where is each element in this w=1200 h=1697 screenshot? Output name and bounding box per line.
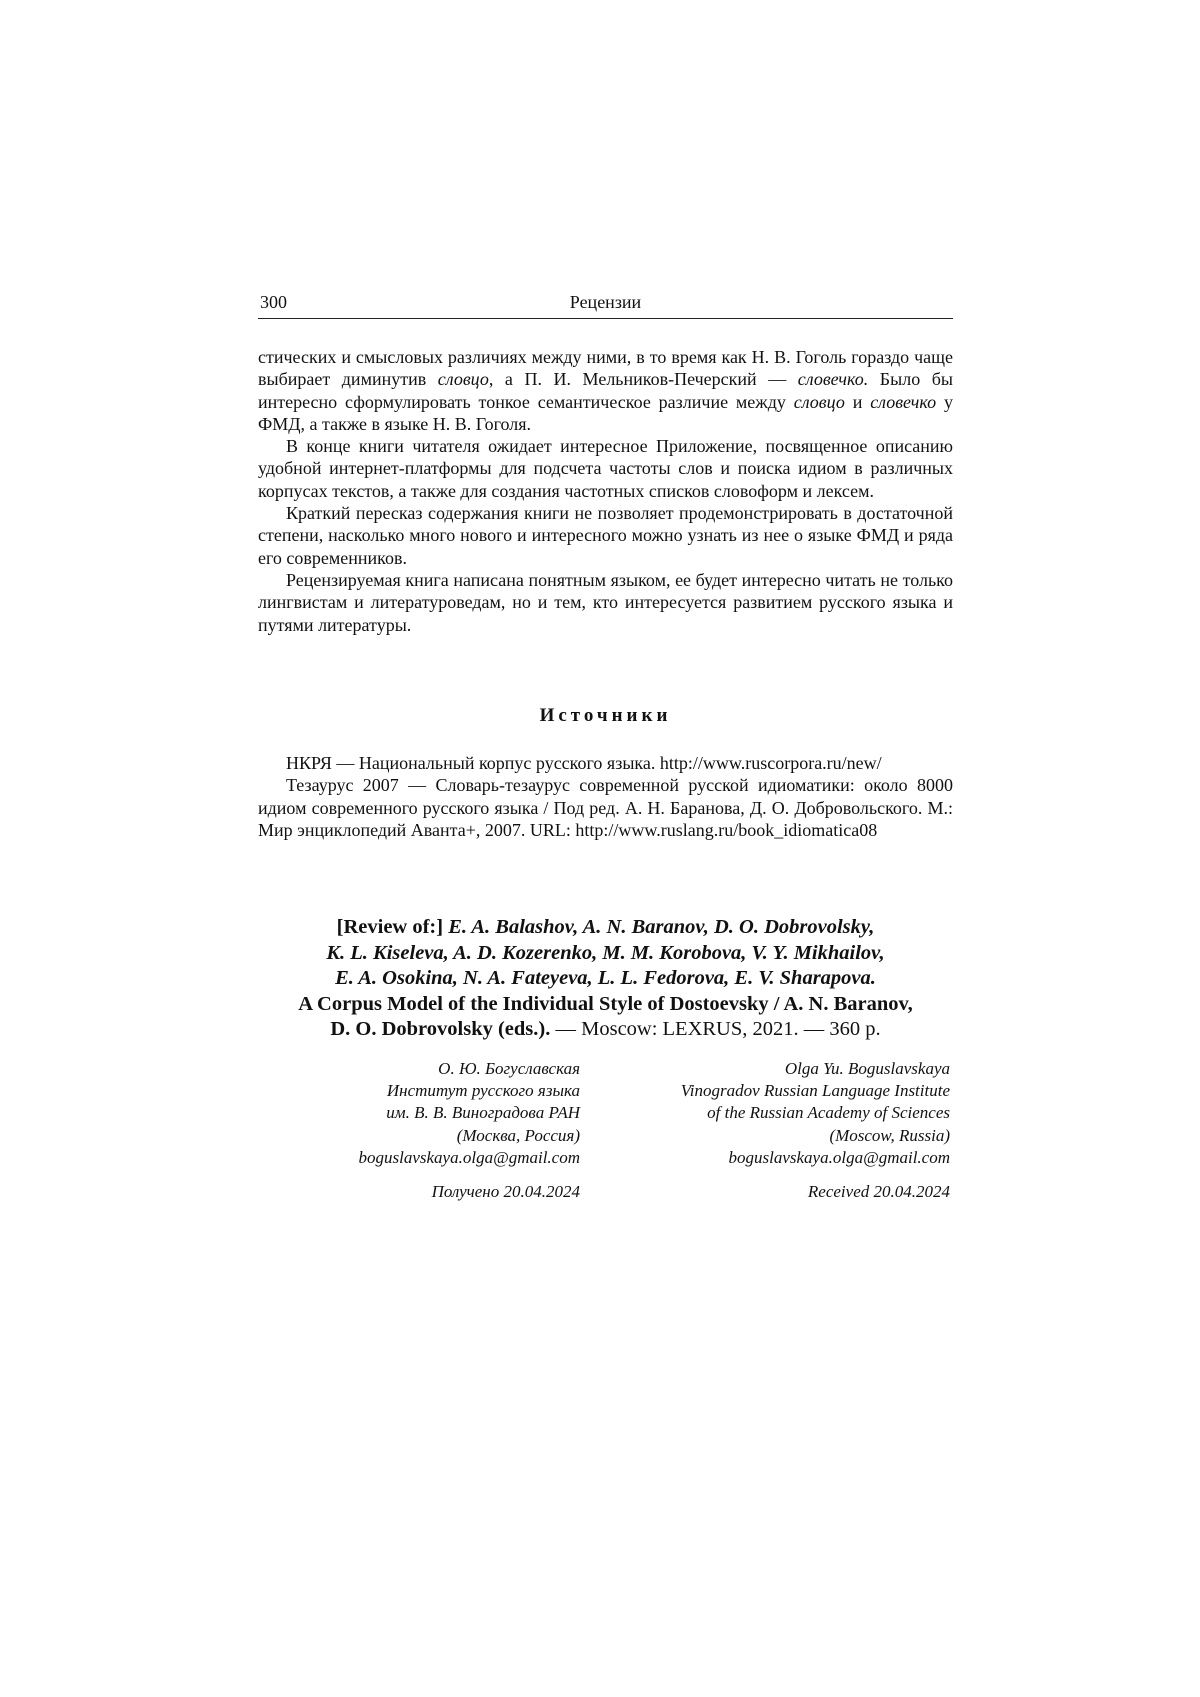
paragraph: стических и смысловых различиях между ними, в то время как Н. В. Гоголь гораздо чаще выбирает диминутив словцо, а П. И. Мельников-Печерский — словечко. Было бы интересно сформулировать тонкое семантическое различие между словцо и словечко у ФМД, а также в языке Н. В. Гоголя. — [258, 347, 953, 434]
italic-word: словцо — [793, 391, 845, 412]
book-title: A Corpus Model of the Individual Style of Dostoevsky / A. N. Baranov, — [298, 992, 913, 1015]
author-block-en — [580, 1058, 950, 1203]
received-date: Получено 20.04.2024 — [431, 1182, 580, 1202]
book-editors: D. O. Dobrovolsky (eds.). — [330, 1018, 551, 1040]
sources-list — [258, 752, 953, 841]
email: boguslavskaya.olga@gmail.com — [728, 1147, 950, 1167]
paragraph: Краткий пересказ содержания книги не позволяет продемонстрировать в достаточной степени, насколько много нового и интересного можно узнать из нее о языке ФМД и ряда его современников. — [258, 503, 953, 568]
sources-heading: Источники — [539, 705, 672, 726]
section-title: Рецензии — [569, 292, 642, 312]
italic-word: словечко — [870, 391, 937, 412]
paragraph: В конце книги читателя ожидает интересное Приложение, посвященное описанию удобной интернет-платформы для подсчета частоты слов и поиска идиом в различных корпусах текстов, а также для создания частотных списков словоформ и лексем. — [258, 436, 953, 501]
authors-line: E. A. Balashov, A. N. Baranov, D. O. Dobrovolsky, — [448, 916, 875, 938]
italic-word: словцо — [437, 369, 489, 390]
page-number: 300 — [260, 292, 287, 312]
review-prefix: [Review of:] — [336, 916, 444, 938]
italic-word: словечко. — [797, 369, 869, 390]
authors-line: E. A. Osokina, N. A. Fateyeva, L. L. Fedorova, E. V. Sharapova. — [335, 967, 876, 989]
affiliation: of the Russian Academy of Sciences — [707, 1103, 950, 1123]
affiliation: Институт русского языка — [386, 1081, 580, 1101]
location: (Москва, Россия) — [456, 1125, 580, 1145]
affiliation: им. В. В. Виноградова РАН — [386, 1103, 580, 1123]
author-name: Olga Yu. Boguslavskaya — [784, 1059, 950, 1078]
paragraph: Рецензируемая книга написана понятным языком, ее будет интересно читать не только лингвистам и литературоведам, но и тем, кто интересуется развитием русского языка и путями литературы. — [258, 569, 953, 635]
author-block-ru — [258, 1058, 580, 1203]
affiliation: Vinogradov Russian Language Institute — [680, 1081, 950, 1101]
source-entry: Тезаурус 2007 — Словарь-тезаурус современной русской идиоматики: около 8000 идиом современного русского языка / Под ред. А. Н. Баранова, Д. О. Добровольского. М.: Мир энциклопедий Аванта+, 2007. URL: http://www.ruslang.ru/book_idiomatica08 — [258, 775, 953, 840]
authors-line: K. L. Kiseleva, A. D. Kozerenko, M. M. Korobova, V. Y. Mikhailov, — [326, 941, 885, 964]
running-header — [258, 292, 953, 319]
location: (Moscow, Russia) — [829, 1125, 950, 1145]
body-text — [258, 346, 953, 636]
review-title — [258, 915, 953, 1043]
author-name: О. Ю. Богуславская — [438, 1059, 580, 1078]
received-date: Received 20.04.2024 — [807, 1182, 950, 1202]
publication-info: — Moscow: LEXRUS, 2021. — 360 p. — [550, 1018, 881, 1040]
source-entry: НКРЯ — Национальный корпус русского языка. http://www.ruscorpora.ru/new/ — [286, 753, 882, 773]
email: boguslavskaya.olga@gmail.com — [358, 1147, 580, 1167]
